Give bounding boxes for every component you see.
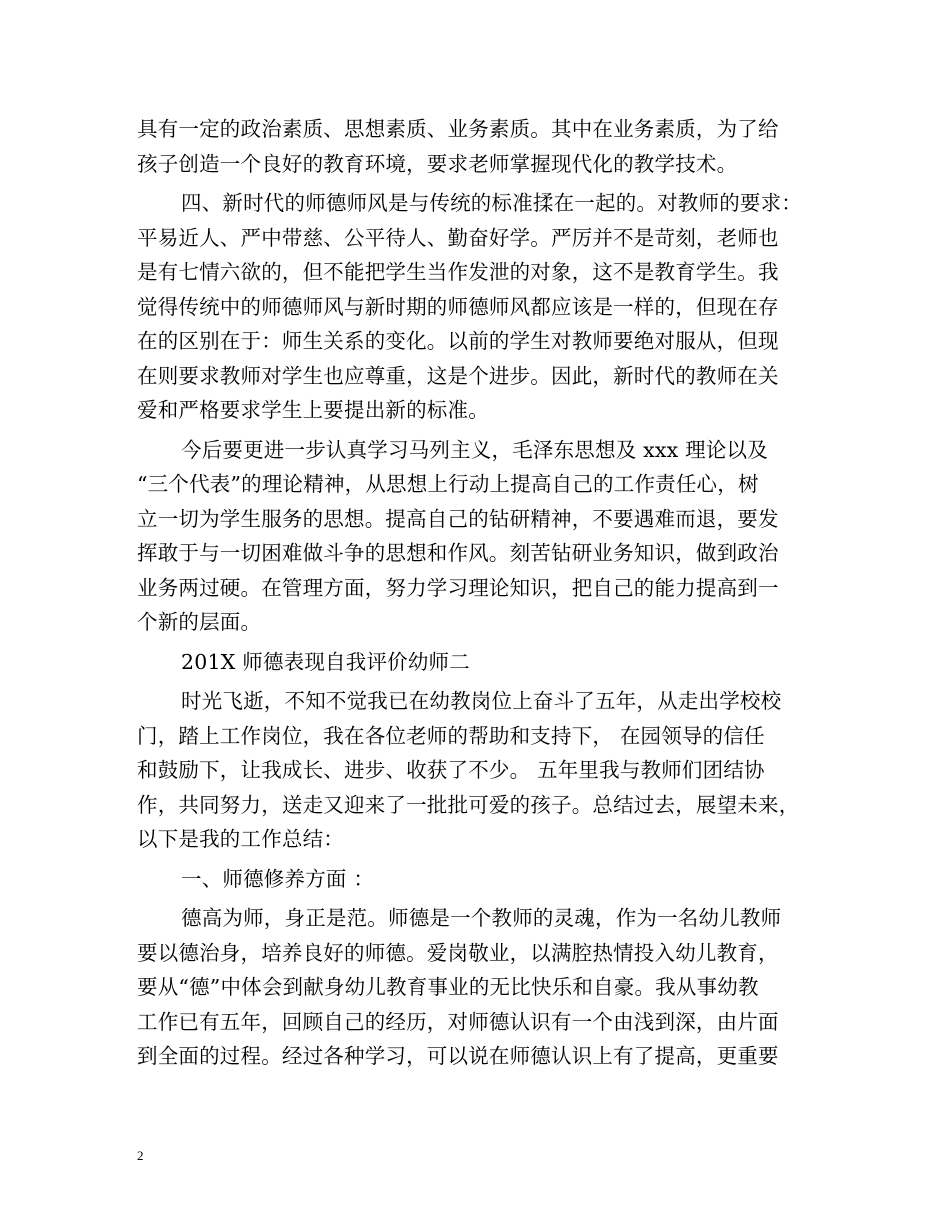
text-line: 要以德治身，培养良好的师德。爱岗敬业，以满腔热情投入幼儿教育， xyxy=(137,940,779,965)
text-line: 在的区别在于：师生关系的变化。以前的学生对教师要绝对服从，但现 xyxy=(137,329,779,353)
document-body xyxy=(137,112,827,1074)
paragraph-start-line: 四、新时代的师德师风是与传统的标准揉在一起的。对教师的要求： xyxy=(181,191,802,215)
section-heading: 201X 师德表现自我评价幼师二 xyxy=(181,649,470,674)
text-line: 作，共同努力，送走又迎来了一批批可爱的孩子。总结过去，展望未来， xyxy=(137,792,800,817)
text-line: 以下是我的工作总结： xyxy=(137,827,344,851)
text-line: 要从“德”中体会到献身幼儿教育事业的无比快乐和自豪。我从事幼教 xyxy=(137,975,759,999)
text-line: 到全面的过程。经过各种学习，可以说在师德认识上有了提高，更重要 xyxy=(137,1044,779,1068)
text-line: 挥敢于与一切困难做斗争的思想和作风。刻苦钻研业务知识，做到政治 xyxy=(137,541,779,565)
paragraph-start-line: 德高为师，身正是范。师德是一个教师的灵魂，作为一名幼儿教师 xyxy=(181,906,782,930)
text-line: 工作已有五年，回顾自己的经历，对师德认识有一个由浅到深，由片面 xyxy=(137,1009,779,1034)
text-line: 平易近人、严中带慈、公平待人、勤奋好学。严厉并不是苛刻，老师也 xyxy=(137,225,779,250)
paragraph-start-line: 今后要更进一步认真学习马列主义，毛泽东思想及 xxx 理论以及 xyxy=(181,437,768,462)
text-line: 是有七情六欲的，但不能把学生当作发泄的对象，这不是教育学生。我 xyxy=(137,260,779,284)
text-line: 个新的层面。 xyxy=(137,610,262,634)
text-line: 立一切为学生服务的思想。提高自己的钻研精神，不要遇难而退，要发 xyxy=(137,506,779,531)
text-line: 爱和严格要求学生上要提出新的标准。 xyxy=(137,398,489,422)
text-line: 孩子创造一个良好的教育环境，要求老师掌握现代化的教学技术。 xyxy=(137,151,738,176)
subsection-heading: 一、师德修养方面 ： xyxy=(181,866,375,891)
text-line: “三个代表”的理论精神，从思想上行动上提高自己的工作责任心，树 xyxy=(137,472,759,496)
text-line: 觉得传统中的师德师风与新时期的师德师风都应该是一样的，但现在存 xyxy=(137,294,779,319)
text-line: 业务两过硬。在管理方面，努力学习理论知识，把自己的能力提高到一 xyxy=(137,575,779,600)
paragraph-start-line: 时光飞逝，不知不觉我已在幼教岗位上奋斗了五年，从走出学校校 xyxy=(181,689,782,713)
text-line: 具有一定的政治素质、思想素质、业务素质。其中在业务素质，为了给 xyxy=(137,117,779,141)
text-line: 在则要求教师对学生也应尊重，这是个进步。因此，新时代的教师在关 xyxy=(137,363,779,388)
page-number: 2 xyxy=(137,1148,144,1163)
text-line: 和鼓励下，让我成长、进步、收获了不少。 五年里我与教师们团结协 xyxy=(137,758,765,782)
text-line: 门，踏上工作岗位，我在各位老师的帮助和支持下， 在园领导的信任 xyxy=(137,723,765,748)
